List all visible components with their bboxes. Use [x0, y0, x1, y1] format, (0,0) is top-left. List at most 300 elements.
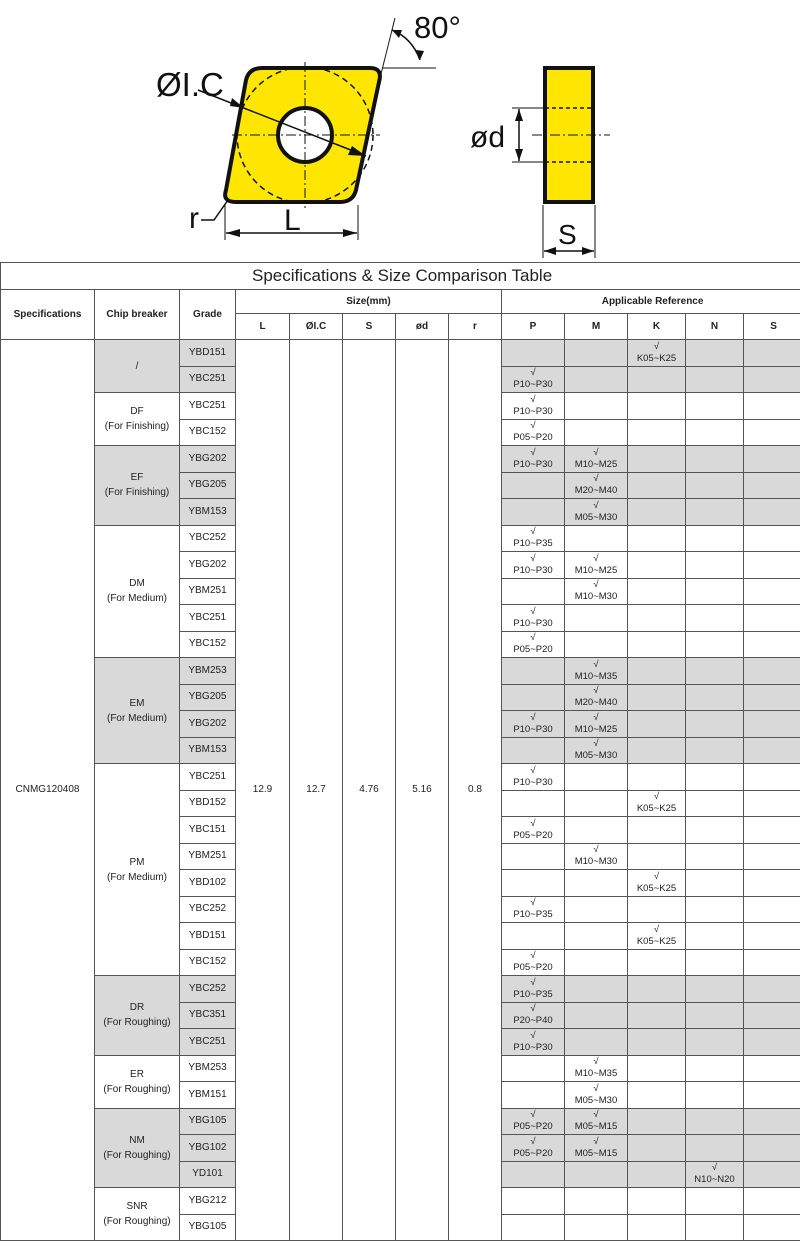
ref-p-cell [502, 393, 565, 420]
ref-range: M10~M30 [574, 856, 618, 868]
check-mark: √ [593, 738, 599, 750]
ref-p-cell [502, 870, 565, 897]
grade-cell: YBM153 [180, 499, 236, 526]
ref-p-cell [502, 790, 565, 817]
check-mark: √ [530, 446, 536, 458]
ref-range: P10~P30 [513, 1041, 553, 1053]
ref-n-cell [686, 896, 744, 923]
check-mark: √ [593, 844, 599, 856]
chip-breaker-name: DM [129, 578, 145, 590]
ref-p-cell [502, 684, 565, 711]
ref-k-cell [628, 923, 686, 950]
header-size-r: r [449, 314, 502, 340]
ref-range: P05~P20 [513, 432, 553, 444]
ref-s-cell [744, 976, 800, 1003]
ref-range: P05~P20 [513, 829, 553, 841]
ref-m-cell [565, 1055, 628, 1082]
ref-p-cell [502, 976, 565, 1003]
ref-range: M05~M30 [574, 750, 618, 762]
ref-p-cell [502, 525, 565, 552]
ref-m-cell [565, 896, 628, 923]
ref-range: P20~P40 [513, 1015, 553, 1027]
chip-breaker-cell [95, 525, 180, 658]
ref-m-cell [565, 764, 628, 791]
ref-k-cell [628, 737, 686, 764]
table-row [1, 340, 800, 367]
chip-breaker-usage: (For Finishing) [104, 421, 170, 432]
chip-breaker-usage: (For Roughing) [103, 1017, 171, 1029]
chip-breaker-name: DR [129, 1002, 145, 1014]
ref-range: M05~M15 [574, 1147, 618, 1159]
angle-label: 80° [414, 10, 461, 45]
ref-s-cell [744, 1108, 800, 1135]
ref-k-cell [628, 631, 686, 658]
ref-k-cell [628, 499, 686, 526]
ref-m-cell [565, 366, 628, 393]
ref-k-cell [628, 843, 686, 870]
check-mark: √ [593, 1109, 599, 1121]
ref-k-cell [628, 605, 686, 632]
ref-p-cell [502, 1214, 565, 1241]
ref-n-cell [686, 790, 744, 817]
grade-cell: YBD102 [180, 870, 236, 897]
ref-range: M05~M15 [574, 1121, 618, 1133]
ref-p-cell [502, 1055, 565, 1082]
ref-n-cell [686, 1161, 744, 1188]
ref-k-cell [628, 419, 686, 446]
ref-n-cell [686, 1108, 744, 1135]
check-mark: √ [530, 632, 536, 644]
ref-range: P10~P35 [513, 538, 553, 550]
ref-range: M10~M25 [574, 564, 618, 576]
ref-n-cell [686, 446, 744, 473]
ref-n-cell [686, 1055, 744, 1082]
ref-m-cell [565, 949, 628, 976]
ref-s-cell [744, 949, 800, 976]
ref-m-cell [565, 1108, 628, 1135]
grade-cell: YBC251 [180, 764, 236, 791]
ref-m-cell [565, 499, 628, 526]
ref-range: P10~P30 [513, 564, 553, 576]
size-d-cell: 5.16 [396, 340, 449, 1241]
check-mark: √ [530, 420, 536, 432]
ref-range: M05~M30 [574, 1094, 618, 1106]
chip-breaker-cell [95, 658, 180, 764]
size-s-cell: 4.76 [343, 340, 396, 1241]
ref-n-cell [686, 366, 744, 393]
ref-n-cell [686, 393, 744, 420]
grade-cell: YBC251 [180, 1029, 236, 1056]
check-mark: √ [530, 817, 536, 829]
check-mark: √ [530, 367, 536, 379]
ref-k-cell [628, 340, 686, 367]
ref-m-cell [565, 737, 628, 764]
ref-s-cell [744, 1002, 800, 1029]
header-ref-k: K [628, 314, 686, 340]
ref-p-cell [502, 896, 565, 923]
ref-n-cell [686, 737, 744, 764]
grade-cell: YBG205 [180, 472, 236, 499]
chip-breaker-usage: (For Finishing) [104, 487, 170, 499]
ref-p-cell [502, 340, 565, 367]
check-mark: √ [593, 473, 599, 485]
chip-breaker-usage: (For Roughing) [103, 1083, 171, 1095]
grade-cell: YBC252 [180, 525, 236, 552]
ref-k-cell [628, 1214, 686, 1241]
ref-m-cell [565, 446, 628, 473]
check-mark: √ [653, 791, 660, 803]
chip-breaker-cell [95, 764, 180, 976]
ref-p-cell [502, 472, 565, 499]
ref-s-cell [744, 1082, 800, 1109]
ref-k-cell [628, 1188, 686, 1215]
ref-p-cell [502, 419, 565, 446]
ref-m-cell [565, 578, 628, 605]
grade-cell: YBM151 [180, 1082, 236, 1109]
ref-m-cell [565, 1029, 628, 1056]
ref-range: P05~P20 [513, 644, 553, 656]
ref-range: P05~P20 [513, 962, 553, 974]
chip-breaker-cell [95, 340, 180, 393]
chip-breaker-name: PM [129, 856, 145, 868]
ref-n-cell [686, 631, 744, 658]
ref-s-cell [744, 419, 800, 446]
ref-n-cell [686, 1002, 744, 1029]
ref-k-cell [628, 684, 686, 711]
ref-range: M10~M35 [574, 670, 618, 682]
ref-k-cell [628, 658, 686, 685]
ref-range: P10~P30 [513, 405, 553, 417]
ref-p-cell [502, 578, 565, 605]
chip-breaker-usage: (For Roughing) [103, 1216, 171, 1227]
grade-cell: YBC152 [180, 631, 236, 658]
ref-n-cell [686, 923, 744, 950]
ref-n-cell [686, 658, 744, 685]
ref-n-cell [686, 976, 744, 1003]
ref-p-cell [502, 843, 565, 870]
ref-p-cell [502, 1029, 565, 1056]
ref-k-cell [628, 1135, 686, 1162]
ref-range: P10~P30 [513, 776, 553, 788]
ref-k-cell [628, 446, 686, 473]
d-label: ød [470, 121, 506, 154]
header-ref-s: S [744, 314, 800, 340]
ref-m-cell [565, 1188, 628, 1215]
ref-n-cell [686, 605, 744, 632]
ref-n-cell [686, 1082, 744, 1109]
grade-cell: YBC251 [180, 366, 236, 393]
ref-range: P10~P30 [513, 458, 553, 470]
ref-p-cell [502, 1135, 565, 1162]
check-mark: √ [530, 393, 536, 405]
ref-k-cell [628, 949, 686, 976]
chip-breaker-name: / [135, 360, 139, 372]
ref-k-cell [628, 1055, 686, 1082]
ref-k-cell [628, 525, 686, 552]
header-size-d: ød [396, 314, 449, 340]
ref-n-cell [686, 870, 744, 897]
grade-cell: YBC152 [180, 419, 236, 446]
ref-n-cell [686, 552, 744, 579]
chip-breaker-name: NM [129, 1134, 145, 1146]
ref-range: M20~M40 [574, 697, 618, 709]
ref-m-cell [565, 419, 628, 446]
ref-range: M10~M25 [574, 458, 618, 470]
header-size-group: Size(mm) [236, 290, 502, 314]
grade-cell: YBG105 [180, 1108, 236, 1135]
s-label: S [558, 219, 577, 250]
check-mark: √ [593, 685, 599, 697]
check-mark: √ [530, 711, 536, 723]
ref-k-cell [628, 472, 686, 499]
insert-diagram [0, 0, 800, 262]
ref-n-cell [686, 843, 744, 870]
check-mark: √ [530, 764, 536, 776]
ref-s-cell [744, 737, 800, 764]
grade-cell: YBC251 [180, 393, 236, 420]
ref-k-cell [628, 1161, 686, 1188]
ref-m-cell [565, 1002, 628, 1029]
ref-s-cell [744, 1214, 800, 1241]
ref-p-cell [502, 817, 565, 844]
ref-p-cell [502, 1188, 565, 1215]
chip-breaker-usage: (For Medium) [106, 593, 167, 605]
grade-cell: YBD152 [180, 790, 236, 817]
ref-range: P10~P30 [513, 723, 553, 735]
ref-n-cell [686, 1029, 744, 1056]
ref-p-cell [502, 1161, 565, 1188]
size-l-cell: 12.9 [236, 340, 290, 1241]
ref-s-cell [744, 923, 800, 950]
check-mark: √ [530, 950, 536, 962]
ref-p-cell [502, 605, 565, 632]
check-mark: √ [653, 340, 660, 352]
ref-p-cell [502, 923, 565, 950]
insert-drawing [0, 0, 800, 262]
ref-p-cell [502, 366, 565, 393]
ref-s-cell [744, 870, 800, 897]
ref-m-cell [565, 817, 628, 844]
ref-range: M05~M30 [574, 511, 618, 523]
ref-n-cell [686, 817, 744, 844]
ref-k-cell [628, 393, 686, 420]
header-reference-group: Applicable Reference [502, 290, 800, 314]
header-grade: Grade [180, 290, 236, 340]
ref-s-cell [744, 684, 800, 711]
ref-s-cell [744, 817, 800, 844]
check-mark: √ [593, 658, 599, 670]
chip-breaker-cell [95, 1055, 180, 1108]
ref-n-cell [686, 711, 744, 738]
ref-n-cell [686, 419, 744, 446]
ref-s-cell [744, 605, 800, 632]
table-body [1, 340, 800, 1241]
ref-p-cell [502, 552, 565, 579]
ref-s-cell [744, 764, 800, 791]
ref-m-cell [565, 711, 628, 738]
ref-s-cell [744, 552, 800, 579]
chip-breaker-usage: (For Roughing) [103, 1149, 171, 1161]
ref-s-cell [744, 843, 800, 870]
ref-p-cell [502, 711, 565, 738]
ref-m-cell [565, 976, 628, 1003]
chip-breaker-name: EM [129, 697, 145, 709]
grade-cell: YBM253 [180, 658, 236, 685]
spec-value-cell: CNMG120408 [1, 340, 95, 1241]
chip-breaker-cell [95, 976, 180, 1056]
ref-m-cell [565, 472, 628, 499]
ref-k-cell [628, 711, 686, 738]
check-mark: √ [530, 1109, 536, 1121]
check-mark: √ [593, 711, 599, 723]
ref-k-cell [628, 896, 686, 923]
ref-p-cell [502, 1108, 565, 1135]
ref-p-cell [502, 1082, 565, 1109]
ref-k-cell [628, 366, 686, 393]
ref-k-cell [628, 1082, 686, 1109]
grade-cell: YBG202 [180, 446, 236, 473]
ref-s-cell [744, 790, 800, 817]
ref-k-cell [628, 790, 686, 817]
header-ref-n: N [686, 314, 744, 340]
ref-n-cell [686, 764, 744, 791]
ref-s-cell [744, 340, 800, 367]
grade-cell: YBG202 [180, 711, 236, 738]
grade-cell: YBM153 [180, 737, 236, 764]
chip-breaker-cell [95, 1188, 180, 1241]
ref-k-cell [628, 870, 686, 897]
check-mark: √ [530, 552, 536, 564]
ref-n-cell [686, 949, 744, 976]
ref-n-cell [686, 1188, 744, 1215]
ref-p-cell [502, 446, 565, 473]
ref-p-cell [502, 499, 565, 526]
grade-cell: YBG205 [180, 684, 236, 711]
ref-range: K05~K25 [636, 352, 677, 364]
check-mark: √ [530, 526, 536, 538]
ref-range: P05~P20 [513, 1121, 553, 1133]
chip-breaker-cell [95, 1108, 180, 1188]
ref-n-cell [686, 472, 744, 499]
grade-cell: YBD151 [180, 340, 236, 367]
header-ref-p: P [502, 314, 565, 340]
ref-k-cell [628, 1002, 686, 1029]
ref-s-cell [744, 525, 800, 552]
ic-label: ØI.C [156, 66, 224, 103]
check-mark: √ [593, 446, 599, 458]
grade-cell: YBC151 [180, 817, 236, 844]
ref-n-cell [686, 1214, 744, 1241]
ref-p-cell [502, 631, 565, 658]
ref-range: K05~K25 [636, 882, 677, 894]
grade-cell: YBC351 [180, 1002, 236, 1029]
check-mark: √ [530, 605, 536, 617]
ref-p-cell [502, 658, 565, 685]
ref-s-cell [744, 499, 800, 526]
ref-range: P10~P30 [513, 379, 553, 391]
ref-n-cell [686, 340, 744, 367]
check-mark: √ [530, 1135, 536, 1147]
check-mark: √ [593, 1135, 599, 1147]
ref-range: P10~P35 [513, 988, 553, 1000]
ref-s-cell [744, 711, 800, 738]
check-mark: √ [530, 897, 536, 909]
header-chip-breaker: Chip breaker [95, 290, 180, 340]
check-mark: √ [593, 499, 599, 511]
ref-s-cell [744, 658, 800, 685]
grade-cell: YBG212 [180, 1188, 236, 1215]
ref-range: M10~M30 [574, 591, 618, 603]
header-specifications: Specifications [1, 290, 95, 340]
ref-range: K05~K25 [636, 935, 677, 947]
ref-range: M20~M40 [574, 485, 618, 497]
ref-p-cell [502, 737, 565, 764]
ref-m-cell [565, 923, 628, 950]
grade-cell: YBC252 [180, 896, 236, 923]
ref-range: K05~K25 [636, 803, 677, 815]
grade-cell: YBM253 [180, 1055, 236, 1082]
ref-s-cell [744, 1029, 800, 1056]
ref-m-cell [565, 1161, 628, 1188]
check-mark: √ [530, 1029, 536, 1041]
check-mark: √ [530, 1003, 536, 1015]
chip-breaker-cell [95, 446, 180, 526]
ref-range: P10~P30 [513, 617, 553, 629]
header-ref-m: M [565, 314, 628, 340]
ref-s-cell [744, 472, 800, 499]
ref-m-cell [565, 1214, 628, 1241]
ref-m-cell [565, 605, 628, 632]
ref-m-cell [565, 790, 628, 817]
grade-cell: YBC252 [180, 976, 236, 1003]
check-mark: √ [593, 1082, 599, 1094]
ref-s-cell [744, 1161, 800, 1188]
header-size-s: S [343, 314, 396, 340]
ref-k-cell [628, 1108, 686, 1135]
ref-k-cell [628, 976, 686, 1003]
ref-n-cell [686, 499, 744, 526]
grade-cell: YBG202 [180, 552, 236, 579]
ref-m-cell [565, 870, 628, 897]
check-mark: √ [530, 976, 536, 988]
spec-table-section [0, 262, 800, 1246]
chip-breaker-name: EF [130, 472, 144, 484]
check-mark: √ [593, 1056, 599, 1068]
ref-p-cell [502, 1002, 565, 1029]
chip-breaker-name: SNR [126, 1201, 148, 1212]
table-title: Specifications & Size Comparison Table [1, 263, 800, 290]
check-mark: √ [711, 1162, 718, 1174]
header-size-l: L [236, 314, 290, 340]
ref-s-cell [744, 393, 800, 420]
ref-range: M10~M35 [574, 1068, 618, 1080]
ref-m-cell [565, 525, 628, 552]
r-label: r [189, 202, 199, 235]
grade-cell: YD101 [180, 1161, 236, 1188]
ref-s-cell [744, 446, 800, 473]
grade-cell: YBM251 [180, 578, 236, 605]
ref-m-cell [565, 843, 628, 870]
ref-s-cell [744, 1135, 800, 1162]
grade-cell: YBC152 [180, 949, 236, 976]
chip-breaker-usage: (For Medium) [106, 871, 167, 883]
ref-p-cell [502, 949, 565, 976]
chip-breaker-name: ER [130, 1068, 144, 1080]
header-size-ic: ØI.C [290, 314, 343, 340]
ref-range: P05~P20 [513, 1147, 553, 1159]
check-mark: √ [593, 579, 599, 591]
ref-s-cell [744, 1055, 800, 1082]
